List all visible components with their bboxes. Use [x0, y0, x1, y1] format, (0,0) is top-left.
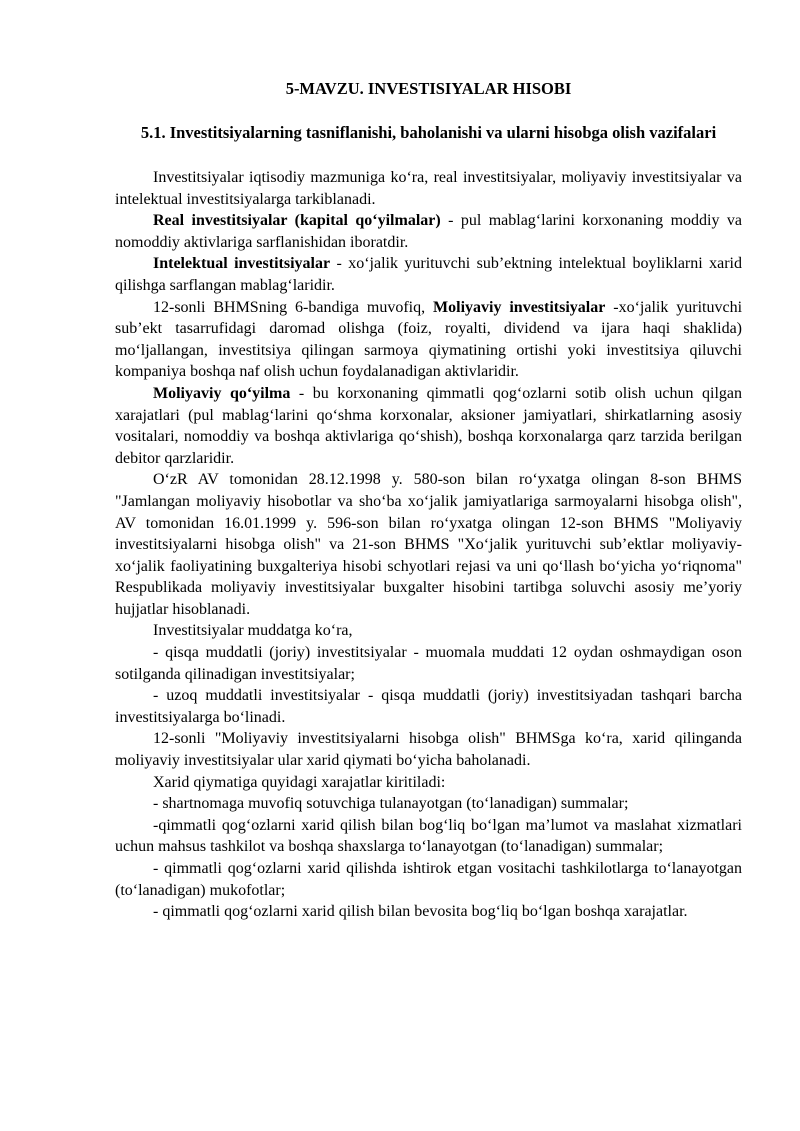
term: Moliyaviy qo‘yilma [153, 384, 291, 402]
paragraph [115, 297, 742, 383]
paragraph [115, 210, 742, 253]
document-page [115, 70, 742, 923]
list-item [115, 901, 742, 923]
list-item [115, 685, 742, 728]
term: Real investitsiyalar (kapital qo‘yilmalar) [153, 212, 441, 230]
paragraph-text: - shartnomaga muvofiq sotuvchiga tulanayotgan (to‘lanadigan) summalar; [153, 795, 629, 813]
paragraph-text: - pul mablag‘larini korxonaning moddiy va nomoddiy aktivlariga sarflanishidan iboratdir. [115, 212, 742, 251]
term: Intelektual investitsiyalar [153, 255, 331, 273]
paragraph-text: - qimmatli qog‘ozlarni xarid qilishda ishtirok etgan vositachi tashkilotlarga to‘lanayotgan (to‘lanadigan) mukofotlar; [115, 860, 742, 899]
paragraph-text: 12-sonli BHMSning 6-bandiga muvofiq, [153, 298, 434, 316]
paragraph-text: Investitsiyalar muddatga ko‘ra, [153, 622, 353, 640]
list-item [115, 815, 742, 858]
paragraph-text: -xo‘jalik yurituvchi sub’ekt tasarrufidagi daromad olishga (foiz, royalti, dividend va ijara haqi shaklida) mo‘ljallangan, investitsiya qilingan sarmoya qiymatining ortishi yoki investitsiya qiluvchi kompaniya boshqa naf olish uchun foydalanadigan aktivlaridir. [115, 298, 743, 381]
paragraph [115, 728, 742, 771]
paragraph-text: - xo‘jalik yurituvchi sub’ektning intelektual boyliklarni xarid qilishga sarflangan mablag‘laridir. [115, 255, 742, 294]
paragraph-text: - qimmatli qog‘ozlarni xarid qilish bilan bevosita bog‘liq bo‘lgan boshqa xarajatlar. [153, 903, 688, 921]
paragraph-text: O‘zR AV tomonidan 28.12.1998 y. 580-son bilan ro‘yxatga olingan 8-son BHMS "Jamlangan moliyaviy hisobotlar va sho‘ba xo‘jalik jamiyatlariga sarmoyalarni hisobga olish", AV tomonidan 16.01.1999 y. 596-son bilan ro‘yxatga olingan 12-son BHMS "Moliyaviy investitsiyalarni hisobga olish" va 21-son BHMS "Xo‘jalik yurituvchi sub’ektlar moliyaviy-xo‘jalik faoliyatining buxgalteriya hisobi schyotlari rejasi va uni qo‘llash bo‘yicha yo‘riqnoma" Respublikada moliyaviy investitsiyalar buxgalter hisobini tartibga soluvchi asosiy me’yoriy hujjatlar hisoblanadi. [115, 471, 742, 618]
paragraph [115, 383, 742, 469]
paragraph [115, 620, 742, 642]
list-item [115, 793, 742, 815]
list-item [115, 642, 742, 685]
page-title: 5-MAVZU. INVESTISIYALAR HISOBI [285, 79, 572, 98]
list-item [115, 858, 742, 901]
paragraph [115, 772, 742, 794]
paragraph-text: 12-sonli "Moliyaviy investitsiyalarni hisobga olish" BHMSga ko‘ra, xarid qilinganda moliyaviy investitsiyalar ular xarid qiymati bo‘yicha baholanadi. [115, 730, 742, 770]
paragraph-text: - uzoq muddatli investitsiyalar - qisqa muddatli (joriy) investitsiyadan tashqari barcha investitsiyalarga bo‘linadi. [115, 687, 742, 726]
document-body [115, 167, 742, 923]
paragraph-text: - qisqa muddatli (joriy) investitsiyalar - muomala muddati 12 oydan oshmaydigan oson sotilganda qilinadigan investitsiyalar; [115, 644, 742, 683]
paragraph [115, 469, 742, 620]
paragraph-text: - bu korxonaning qimmatli qog‘ozlarni sotib olish uchun qilgan xarajatlari (pul mablag‘larini qo‘shma korxonalar, aksioner jamiyatlari, shirkatlarning asosiy vositalari, nomoddiy va boshqa aktivlariga qo‘shish), boshqa korxonalarga qarz tarzida berilgan debitor qarzlaridir. [115, 384, 742, 467]
paragraph [115, 253, 742, 296]
paragraph-text: -qimmatli qog‘ozlarni xarid qilish bilan bog‘liq bo‘lgan ma’lumot va maslahat xizmatlari uchun mahsus tashkilot va boshqa shaxslarga to‘lanayotgan (to‘lanadigan) summalar; [115, 816, 742, 856]
section-heading: 5.1. Investitsiyalarning tasniflanishi, baholanishi va ularni hisobga olish vazifalari [140, 122, 717, 142]
term: Moliyaviy investitsiyalar [433, 298, 606, 316]
paragraph-text: Xarid qiymatiga quyidagi xarajatlar kiritiladi: [153, 773, 446, 791]
paragraph-text: Investitsiyalar iqtisodiy mazmuniga ko‘ra, real investitsiyalar, moliyaviy investitsiyalar va intelektual investitsiyalarga tarkiblanadi. [115, 169, 742, 208]
paragraph [115, 167, 742, 210]
